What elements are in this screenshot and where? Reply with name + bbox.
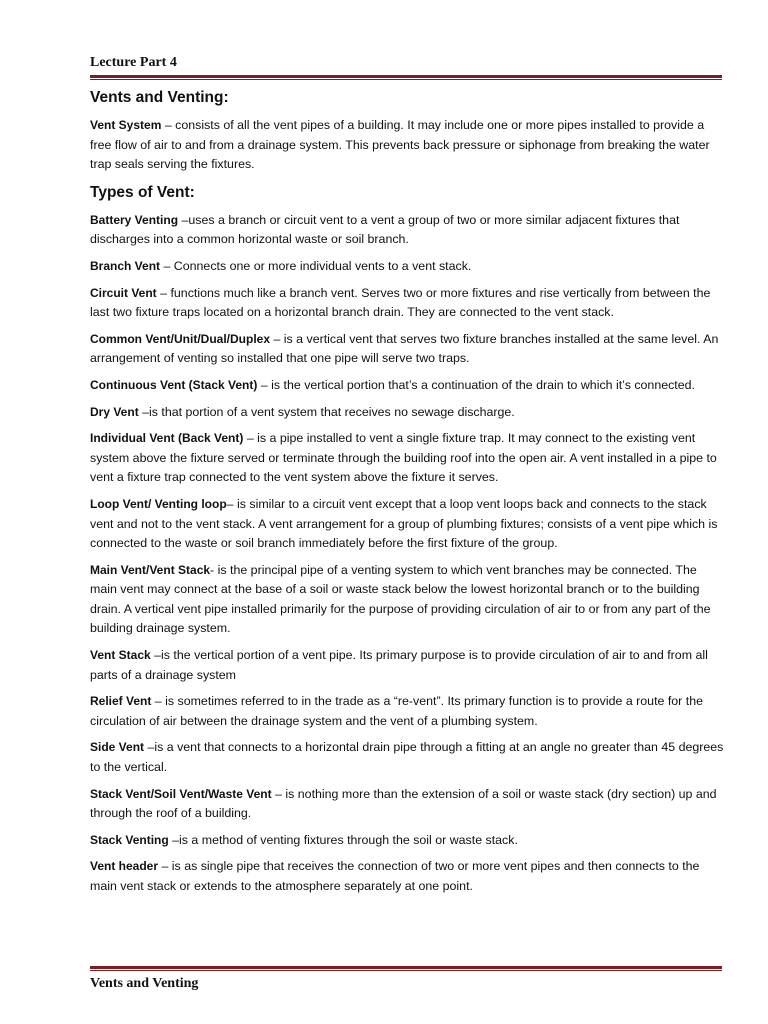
definition-list (90, 211, 724, 897)
definition-term: Dry Vent (90, 404, 139, 419)
definition-text: – Connects one or more individual vents to a vent stack. (160, 258, 472, 273)
definition-term: Relief Vent (90, 694, 152, 709)
definition-text: – is as single pipe that receives the connection of two or more vent pipes and then connects to the main vent stack or extends to the atmosphere separately at one point. (90, 859, 700, 893)
definition-item (90, 284, 724, 323)
definition-item (90, 257, 724, 277)
definition-term: Vent Stack (90, 648, 151, 663)
definition-term: Stack Vent/Soil Vent/Waste Vent (90, 786, 272, 801)
header-rule-thin (90, 79, 722, 80)
definition-item (90, 692, 724, 731)
footer-rule (90, 966, 722, 971)
header-rule (90, 75, 722, 80)
definition-text: – functions much like a branch vent. Serves two or more fixtures and rise vertically from between the last two fixture traps located on a horizontal branch drain. They are connected to the vent stack. (90, 285, 711, 320)
intro-text: – consists of all the vent pipes of a building. It may include one or more pipes installed to provide a free flow of air to and from a drainage system. This prevents back pressure or siphonage from breaking the water trap seals serving the fixtures. (90, 118, 710, 172)
definition-text: – is a vertical vent that serves two fixture branches installed at the same level. An arrangement of venting so installed that one pipe will serve two traps. (90, 331, 719, 366)
types-heading: Types of Vent: (90, 183, 195, 201)
definition-text: –uses a branch or circuit vent to a vent a group of two or more similar adjacent fixtures that discharges into a common horizontal waste or soil branch. (90, 212, 680, 247)
definition-item (90, 738, 724, 777)
definition-text: – is a pipe installed to vent a single fixture trap. It may connect to the existing vent system above the fixture served or terminate through the building roof into the open air. A vent installed in a pipe to vent a fixture trap connected to the vent system above the fixture it serves. (90, 431, 717, 485)
definition-term: Stack Venting (90, 832, 169, 847)
definition-text: –is a method of venting fixtures through the soil or waste stack. (168, 832, 518, 847)
definition-item (90, 211, 724, 250)
definition-item (90, 857, 724, 896)
definition-term: Battery Venting (90, 212, 179, 227)
definition-term: Continuous Vent (Stack Vent) (90, 377, 258, 392)
definition-item (90, 561, 724, 639)
definition-item (90, 330, 724, 369)
definition-item (90, 429, 724, 488)
definition-item (90, 495, 724, 554)
definition-text: – is similar to a circuit vent except that a loop vent loops back and connects to the stack vent and not to the vent stack. A vent arrangement for a group of plumbing fixtures; consists of a vent pipe which is connected to the waste or soil branch immediately before the first fixture of the group. (90, 496, 718, 551)
definition-item (90, 831, 724, 851)
definition-text: - is the principal pipe of a venting system to which vent branches may be connected. The main vent may connect at the base of a soil or waste stack below the lowest horizontal branch or to the building drain. A vertical vent pipe installed primarily for the purpose of providing circulation of air to or from any part of the building drainage system. (90, 562, 711, 636)
page-heading: Vents and Venting: (90, 89, 229, 106)
running-footer: Vents and Venting (90, 976, 199, 991)
definition-item (90, 646, 724, 685)
definition-term: Side Vent (90, 740, 145, 755)
definition-text: – is nothing more than the extension of a soil or waste stack (dry section) up and through the roof of a building. (90, 786, 717, 821)
definition-term: Common Vent/Unit/Dual/Duplex (90, 331, 271, 346)
definition-item (90, 376, 724, 396)
definition-term: Main Vent/Vent Stack (90, 562, 211, 577)
definition-text: –is the vertical portion of a vent pipe. Its primary purpose is to provide circulation of air to and from all parts of a drainage system (90, 648, 708, 682)
definition-term: Vent header (90, 859, 159, 874)
definition-term: Individual Vent (Back Vent) (90, 431, 244, 446)
running-header: Lecture Part 4 (90, 55, 177, 70)
definition-term: Branch Vent (90, 258, 161, 273)
definition-text: – is sometimes referred to in the trade as a “re-vent”. Its primary function is to provide a route for the circulation of air between the drainage system and the vent of a plumbing system. (90, 694, 703, 728)
definition-text: –is a vent that connects to a horizontal drain pipe through a fitting at an angle no greater than 45 degrees to the vertical. (90, 740, 724, 775)
definition-text: –is that portion of a vent system that receives no sewage discharge. (138, 404, 515, 419)
definition-term: Circuit Vent (90, 285, 157, 300)
document-body (90, 88, 724, 904)
definition-text: – is the vertical portion that’s a continuation of the drain to which it’s connected. (257, 377, 695, 392)
intro-paragraph (90, 116, 724, 175)
definition-term: Loop Vent/ Venting loop (90, 496, 227, 511)
intro-term: Vent System (90, 118, 162, 132)
definition-item (90, 785, 724, 824)
definition-item (90, 403, 724, 423)
footer-rule-thin (90, 970, 722, 971)
